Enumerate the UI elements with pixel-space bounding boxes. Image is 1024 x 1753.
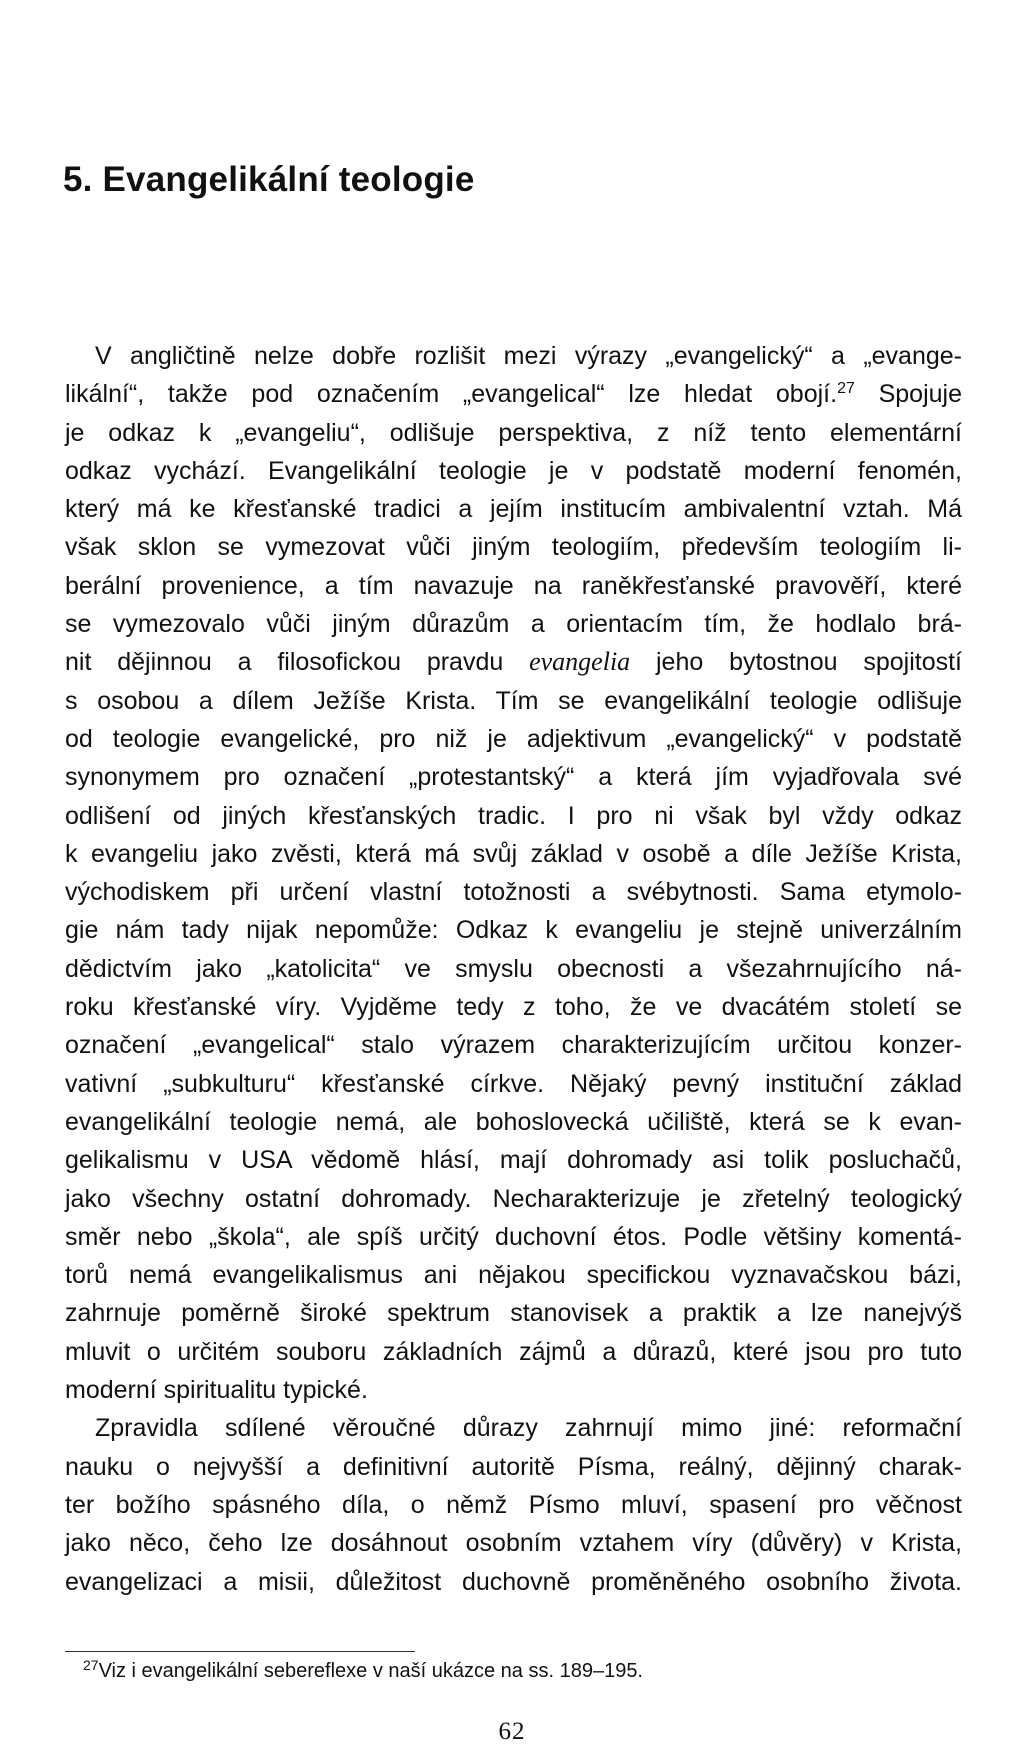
text-line: směr nebo „škola“, ale spíš určitý duchovní étos. Podle většiny komentá-: [65, 1222, 962, 1251]
footnote-mark: 27: [83, 1657, 99, 1673]
text-line: označení „evangelical“ stalo výrazem charakterizujícím určitou konzer-: [65, 1031, 962, 1060]
text-line: ter božího spásného díla, o němž Písmo mluví, spasení pro věčnost: [65, 1490, 962, 1519]
chapter-title: 5. Evangelikální teologie: [63, 160, 475, 199]
text-line: evangelikální teologie nemá, ale bohoslovecká učiliště, která se k evan-: [65, 1107, 962, 1136]
text-line: roku křesťanské víry. Vyjděme tedy z toho, že ve dvacátém století se: [65, 993, 962, 1022]
text-line: moderní spiritualitu typické.: [65, 1376, 368, 1405]
text-line: torů nemá evangelikalismus ani nějakou specifickou vyznavačskou bázi,: [65, 1261, 962, 1290]
text-line: synonymem pro označení „protestantský“ a která jím vyjadřovala své: [65, 763, 962, 792]
text-line: od teologie evangelické, pro niž je adjektivum „evangelický“ v podstatě: [65, 724, 962, 753]
text-line: však sklon se vymezovat vůči jiným teologiím, především teologiím li-: [65, 533, 962, 562]
paragraph-2: [65, 1409, 962, 1600]
text-line: Zpravidla sdílené věroučné důrazy zahrnují mimo jiné: reformační: [95, 1414, 962, 1443]
text-line: se vymezovalo vůči jiným důrazům a orientacím tím, že hodlalo brá-: [65, 610, 962, 639]
text-line: k evangeliu jako zvěsti, která má svůj základ v osobě a díle Ježíše Krista,: [65, 839, 962, 868]
text-line: s osobou a dílem Ježíše Krista. Tím se evangelikální teologie odlišuje: [65, 686, 962, 715]
text-line: nit dějinnou a filosofickou pravdu evangelia jeho bytostnou spojitostí: [65, 647, 962, 677]
text-line: berální provenience, a tím navazuje na raněkřesťanské pravověří, které: [65, 571, 962, 600]
text-line: zahrnuje poměrně široké spektrum stanovisek a praktik a lze nanejvýš: [65, 1299, 962, 1328]
text-line: dědictvím jako „katolicita“ ve smyslu obecnosti a všezahrnujícího ná-: [65, 954, 962, 983]
footnote-divider: [65, 1651, 415, 1652]
body-text: [65, 337, 962, 1601]
text-line: nauku o nejvyšší a definitivní autoritě Písma, reálný, dějinný charak-: [65, 1452, 962, 1481]
text-line: jako všechny ostatní dohromady. Necharakterizuje je zřetelný teologický: [65, 1184, 962, 1213]
footnote: [83, 1657, 643, 1683]
text-line: jako něco, čeho lze dosáhnout osobním vztahem víry (důvěry) v Krista,: [65, 1529, 962, 1558]
footnote-reference: 27: [837, 380, 855, 398]
paragraph-1: [65, 337, 962, 1409]
footnote-text: Viz i evangelikální sebereflexe v naší ukázce na ss. 189–195.: [98, 1660, 643, 1682]
text-line: odlišení od jiných křesťanských tradic. I pro ni však byl vždy odkaz: [65, 801, 962, 830]
italic-term: evangelia: [529, 647, 631, 677]
text-line: východiskem při určení vlastní totožnosti a svébytnosti. Sama etymolo-: [65, 878, 962, 907]
text-line: likální“, takže pod označením „evangelical“ lze hledat obojí.$^{27}$ Spojuje: [65, 380, 962, 409]
text-line: evangelizaci a misii, důležitost duchovně proměněného osobního života.: [65, 1567, 962, 1596]
text-line: V angličtině nelze dobře rozlišit mezi výrazy „evangelický“ a „evange-: [95, 342, 962, 370]
page-number: 62: [498, 1718, 526, 1745]
text-line: odkaz vychází. Evangelikální teologie je v podstatě moderní fenomén,: [65, 456, 962, 485]
text-line: je odkaz k „evangeliu“, odlišuje perspektiva, z níž tento elementární: [65, 418, 962, 447]
text-line: vativní „subkulturu“ křesťanské církve. Nějaký pevný instituční základ: [65, 1069, 962, 1098]
text-line: gie nám tady nijak nepomůže: Odkaz k evangeliu je stejně univerzálním: [65, 916, 962, 945]
text-line: gelikalismu v USA vědomě hlásí, mají dohromady asi tolik posluchačů,: [65, 1146, 962, 1175]
text-line: mluvit o určitém souboru základních zájmů a důrazů, které jsou pro tuto: [65, 1337, 962, 1366]
text-line: který má ke křesťanské tradici a jejím institucím ambivalentní vztah. Má: [65, 495, 962, 524]
